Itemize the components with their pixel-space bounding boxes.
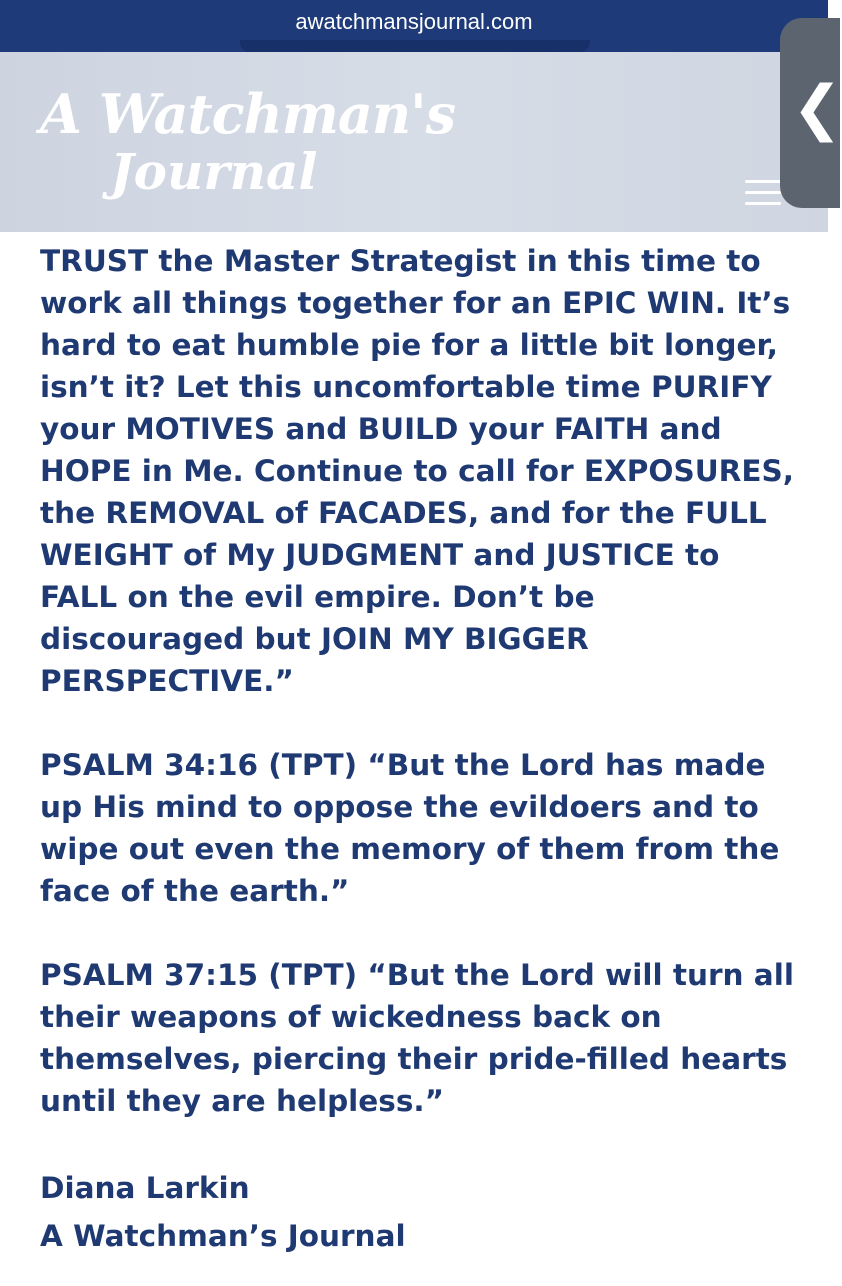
site-logo[interactable] (40, 82, 456, 202)
url-text: awatchmansjournal.com (295, 9, 533, 34)
hamburger-icon[interactable] (745, 180, 781, 208)
chevron-left-icon: ❮ (792, 73, 842, 143)
paragraph-1: TRUST the Master Strategist in this time to work all things together for an EPIC WIN. It’s hard to eat humble pie for a little bit longer, isn’t it? Let this uncomfortable time PURIFY your MOTIVES and BUILD your FAITH and HOPE in Me. Continue to call for EXPOSURES, the REMOVAL of FACADES, and for the FULL WEIGHT of My JUDGMENT and JUSTICE to FALL on the evil empire. Don’t be discouraged but JOIN MY BIGGER PERSPECTIVE.” (40, 244, 795, 698)
author-name: Diana Larkin (40, 1171, 250, 1205)
logo-line-1: A Watchman's (40, 82, 456, 146)
url-bar-handle (240, 40, 590, 52)
paragraph-psalm-34: PSALM 34:16 (TPT) “But the Lord has made up His mind to oppose the evildoers and to wipe out even the memory of them from the face of the earth.” (40, 748, 780, 908)
browser-url-bar[interactable] (0, 0, 828, 52)
logo-line-2: Journal (110, 142, 318, 201)
site-header (0, 52, 828, 232)
signature (40, 1164, 800, 1260)
side-panel-tab[interactable] (780, 18, 840, 208)
paragraph-psalm-37: PSALM 37:15 (TPT) “But the Lord will turn all their weapons of wickedness back on themselves, piercing their pride-filled hearts until they are helpless.” (40, 958, 794, 1118)
article-body (40, 240, 800, 1260)
source-name: A Watchman’s Journal (40, 1219, 406, 1253)
